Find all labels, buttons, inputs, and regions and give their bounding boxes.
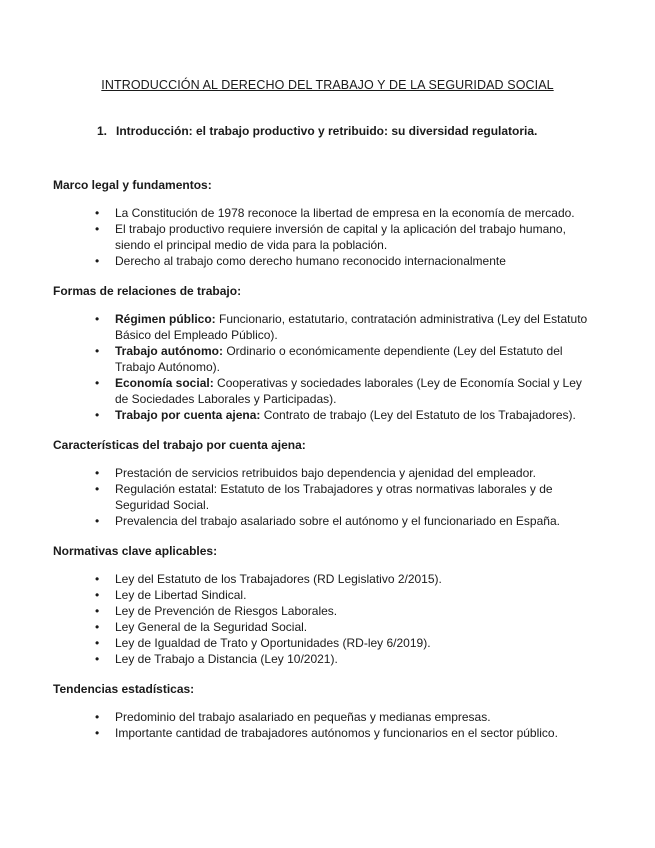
bullet-list-normativas: [95, 571, 590, 667]
item-text: Funcionario, estatutario, contratación administrativa (Ley del Estatuto Básico del Empleado Público).: [115, 312, 588, 342]
section-heading-formas: Formas de relaciones de trabajo:: [53, 284, 242, 298]
list-item: • Predominio del trabajo asalariado en pequeñas y medianas empresas.: [95, 709, 590, 725]
bullet-list-marco: [95, 205, 590, 269]
item-lead: Trabajo por cuenta ajena:: [115, 408, 261, 422]
bullet-list-formas: [95, 311, 590, 423]
list-item: • Prestación de servicios retribuidos bajo dependencia y ajenidad del empleador.: [95, 465, 590, 481]
bullet-list-tendencias: [95, 709, 590, 741]
item-lead: Trabajo autónomo:: [115, 344, 223, 358]
list-item: • Ley de Libertad Sindical.: [95, 587, 590, 603]
section-heading-tendencias: Tendencias estadísticas:: [53, 682, 195, 696]
item-text: Ordinario o económicamente dependiente (Ley del Estatuto del Trabajo Autónomo).: [115, 344, 563, 374]
item-lead: Economía social:: [115, 376, 214, 390]
list-item: • Importante cantidad de trabajadores autónomos y funcionarios en el sector público.: [95, 725, 590, 741]
list-item: [95, 407, 590, 423]
list-item: • Prevalencia del trabajo asalariado sobre el autónomo y el funcionariado en España.: [95, 513, 590, 529]
section-heading-marco: Marco legal y fundamentos:: [53, 178, 212, 192]
heading-number: 1.: [97, 124, 108, 138]
list-item: [95, 343, 590, 375]
list-item: • Ley de Trabajo a Distancia (Ley 10/2021).: [95, 651, 590, 667]
item-text: Contrato de trabajo (Ley del Estatuto de los Trabajadores).: [260, 408, 576, 422]
list-item: • Ley General de la Seguridad Social.: [95, 619, 590, 635]
item-text: Cooperativas y sociedades laborales (Ley de Economía Social y Ley de Sociedades Laborales y Participadas).: [115, 376, 582, 406]
bullet-list-caracteristicas: [95, 465, 590, 529]
list-item: • Regulación estatal: Estatuto de los Trabajadores y otras normativas laborales y de Seguridad Social.: [95, 481, 590, 513]
section-heading-caracteristicas: Características del trabajo por cuenta ajena:: [53, 438, 306, 452]
list-item: [95, 311, 590, 343]
list-item: • El trabajo productivo requiere inversión de capital y la aplicación del trabajo humano, siendo el principal medio de vida para la población.: [95, 221, 590, 253]
list-item: [95, 375, 590, 407]
list-item: • Ley de Igualdad de Trato y Oportunidades (RD-ley 6/2019).: [95, 635, 590, 651]
section-heading-normativas: Normativas clave aplicables:: [53, 544, 218, 558]
list-item: • Ley de Prevención de Riesgos Laborales.: [95, 603, 590, 619]
list-item: • Derecho al trabajo como derecho humano reconocido internacionalmente: [95, 253, 590, 269]
item-lead: Régimen público:: [115, 312, 216, 326]
numbered-heading: [97, 123, 537, 139]
heading-text: Introducción: el trabajo productivo y retribuido: su diversidad regulatoria.: [116, 124, 538, 138]
list-item: • La Constitución de 1978 reconoce la libertad de empresa en la economía de mercado.: [95, 205, 590, 221]
document-title: INTRODUCCIÓN AL DERECHO DEL TRABAJO Y DE LA SEGURIDAD SOCIAL: [101, 78, 554, 92]
list-item: • Ley del Estatuto de los Trabajadores (RD Legislativo 2/2015).: [95, 571, 590, 587]
